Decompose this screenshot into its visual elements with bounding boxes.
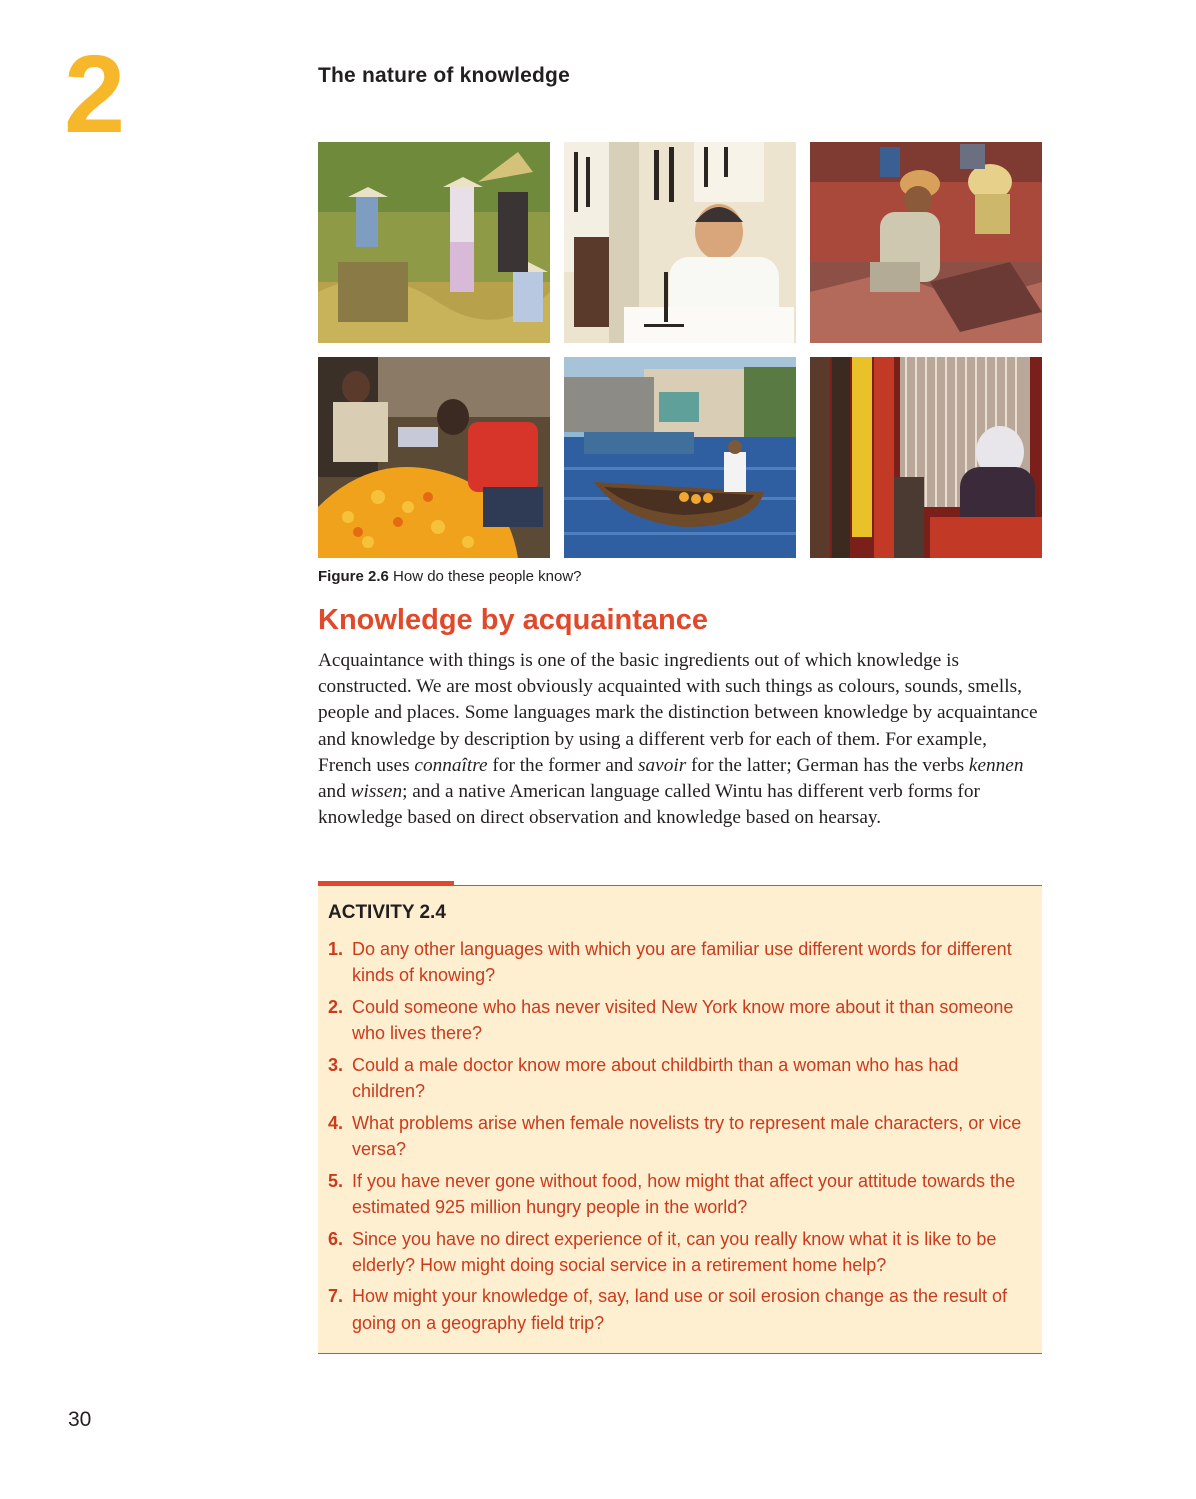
activity-item-number: 5. [328, 1170, 344, 1191]
body-text-part: Acquaintance with things is one of the basic ingredients out of which knowledge is constructed. We are most obviously acquainted with such things as colours, sounds, smells, people and places. Some languages mark the distinction between knowledge by acquaintance and knowledge by description by using a different verb for each of them. For example, French uses [318, 650, 1038, 776]
activity-item-text: How might your knowledge of, say, land use or soil erosion change as the result of going on a geography field trip? [352, 1286, 1008, 1333]
activity-item [328, 994, 1034, 1046]
figure-caption-text: How do these people know? [393, 568, 582, 585]
carpet-weaver-image [810, 357, 1042, 558]
activity-item-text: Could someone who has never visited New York know more about it than someone who lives there? [352, 996, 1014, 1044]
activity-item-text: Could a male doctor know more about childbirth than a woman who has had children? [352, 1054, 959, 1102]
activity-item-number: 4. [328, 1112, 344, 1133]
body-text-part: and [318, 781, 351, 803]
photo-stone-worker [810, 142, 1042, 343]
term-wissen: wissen [350, 781, 403, 803]
activity-item-text: If you have never gone without food, how might that affect your attitude towards the estimated 925 million hungry people in the world? [352, 1170, 1016, 1217]
chapter-number: 2 [64, 33, 126, 156]
term-connaitre: connaître [414, 754, 488, 776]
activity-item [328, 1226, 1034, 1278]
running-head: The nature of knowledge [318, 64, 570, 87]
body-text-part: ; and a native American language called Wintu has different verb forms for knowledge based on direct observation and knowledge based on hearsay. [318, 781, 980, 829]
activity-item [328, 1110, 1034, 1162]
stone-worker-image [810, 142, 1042, 343]
section-heading: Knowledge by acquaintance [318, 604, 708, 636]
activity-item [328, 1052, 1034, 1104]
activity-item-number: 7. [328, 1286, 344, 1307]
figure-photo-grid [318, 142, 1042, 559]
activity-item-number: 2. [328, 996, 344, 1017]
body-paragraph [318, 648, 1038, 831]
photo-rice-harvesters [318, 142, 550, 343]
photo-river-boat [564, 357, 796, 558]
photo-flower-sellers [318, 357, 550, 558]
activity-item [328, 1168, 1034, 1220]
activity-item-number: 6. [328, 1228, 344, 1249]
river-boat-image [564, 357, 796, 558]
activity-item [328, 936, 1034, 988]
activity-item-text: Do any other languages with which you are familiar use different words for different kinds of knowing? [352, 939, 1012, 986]
activity-item [328, 1283, 1034, 1335]
activity-box [318, 885, 1042, 1354]
body-text-part: for the former and [487, 754, 639, 776]
rice-harvesters-image [318, 142, 550, 343]
term-kennen: kennen [968, 754, 1024, 776]
flower-sellers-image [318, 357, 550, 558]
figure-label: Figure 2.6 [318, 568, 389, 585]
activity-item-text: Since you have no direct experience of it, can you really know what it is like to be elderly? How might doing social service in a retirement home help? [352, 1228, 997, 1275]
calligrapher-image [564, 142, 796, 343]
figure-caption [318, 568, 582, 585]
activity-item-number: 1. [328, 939, 344, 959]
photo-carpet-weaver [810, 357, 1042, 558]
page-number: 30 [68, 1408, 92, 1431]
activity-item-number: 3. [328, 1054, 344, 1075]
photo-calligrapher [564, 142, 796, 343]
activity-list [328, 936, 1034, 1341]
activity-title: ACTIVITY 2.4 [328, 902, 446, 923]
term-savoir: savoir [638, 754, 687, 776]
activity-item-text: What problems arise when female novelists try to represent male characters, or vice versa? [352, 1112, 1022, 1159]
body-text-part: for the latter; German has the verbs [686, 754, 969, 776]
